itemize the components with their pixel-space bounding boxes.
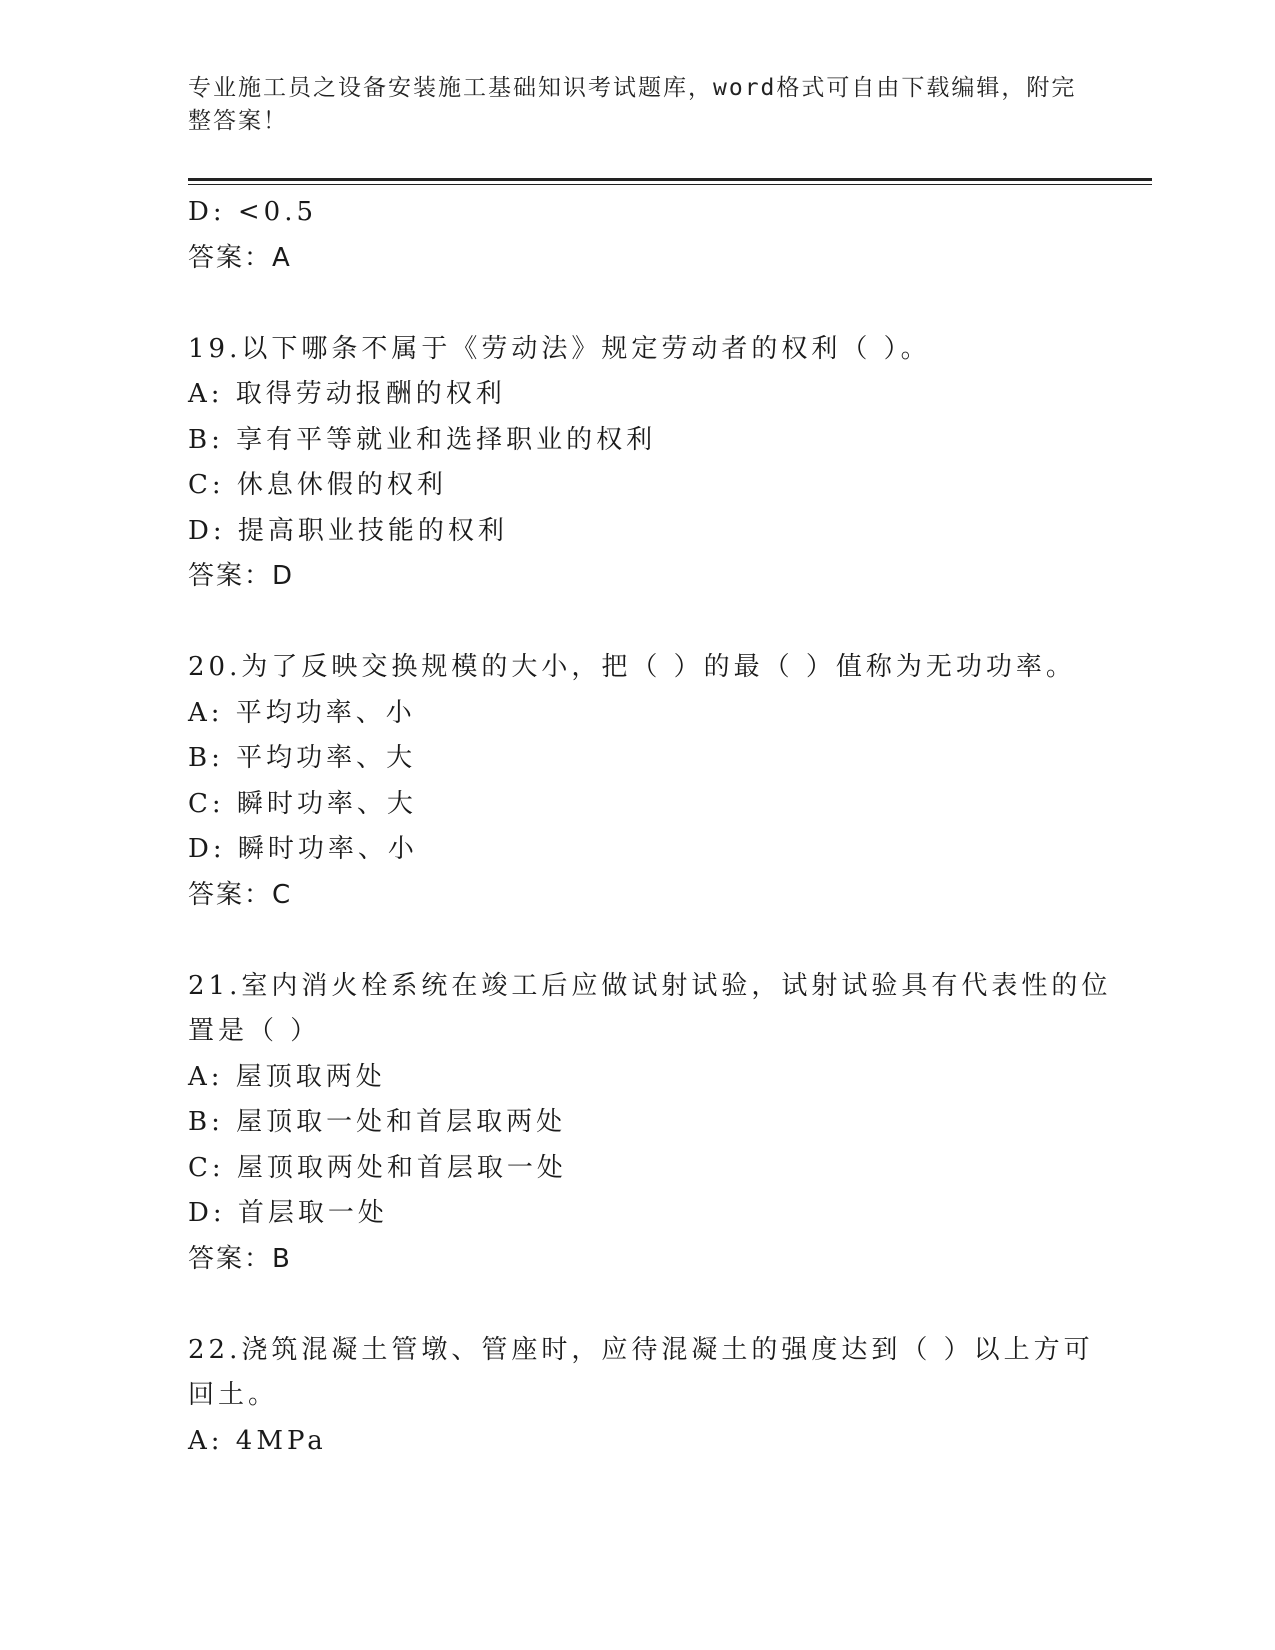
option-d: D: 首层取一处 xyxy=(188,1198,388,1228)
prev-answer: 答案：A xyxy=(188,242,292,273)
question-text-line-1: 21.室内消火栓系统在竣工后应做试射试验，试射试验具有代表性的位 xyxy=(188,970,1112,1001)
question-text-line-1: 22.浇筑混凝土管墩、管座时，应待混凝土的强度达到（ ）以上方可 xyxy=(188,1334,1094,1365)
header-rule-thick xyxy=(188,178,1152,181)
header-line-2: 整答案！ xyxy=(188,108,288,134)
question-content xyxy=(188,190,1112,1464)
prev-option-d: D: <0.5 xyxy=(188,197,318,227)
option-d: D: 提高职业技能的权利 xyxy=(188,515,508,546)
page-header xyxy=(188,72,1088,138)
answer: 答案：B xyxy=(188,1243,292,1274)
option-a: A: 平均功率、小 xyxy=(188,697,416,728)
question-text: 20.为了反映交换规模的大小，把（ ）的最（ ）值称为无功功率。 xyxy=(188,652,1076,682)
question-21 xyxy=(188,964,1112,1283)
question-19 xyxy=(188,327,1088,600)
spacer xyxy=(188,1282,1088,1328)
option-a: A: 屋顶取两处 xyxy=(188,1061,386,1092)
option-b: B: 屋顶取一处和首层取两处 xyxy=(188,1107,567,1137)
answer: 答案：D xyxy=(188,561,295,591)
question-text: 19.以下哪条不属于《劳动法》规定劳动者的权利（ ）。 xyxy=(188,333,931,364)
question-text-line-2: 置是（ ） xyxy=(188,1016,321,1046)
answer: 答案：C xyxy=(188,879,293,910)
option-a: A: 4MPa xyxy=(188,1425,327,1456)
option-b: B: 平均功率、大 xyxy=(188,743,417,773)
spacer xyxy=(188,600,1088,646)
question-text-line-2: 回土。 xyxy=(188,1380,279,1410)
option-c: C: 休息休假的权利 xyxy=(188,470,447,500)
option-c: C: 屋顶取两处和首层取一处 xyxy=(188,1152,567,1183)
question-20 xyxy=(188,645,1088,918)
question-22 xyxy=(188,1328,1094,1465)
option-c: C: 瞬时功率、大 xyxy=(188,788,417,819)
header-rule-thin xyxy=(188,184,1152,185)
header-line-1: 专业施工员之设备安装施工基础知识考试题库，word格式可自由下载编辑，附完 xyxy=(188,75,1077,101)
option-d: D: 瞬时功率、小 xyxy=(188,834,418,864)
spacer xyxy=(188,918,1088,964)
option-b: B: 享有平等就业和选择职业的权利 xyxy=(188,424,657,455)
option-a: A: 取得劳动报酬的权利 xyxy=(188,379,506,409)
spacer xyxy=(188,281,1088,327)
